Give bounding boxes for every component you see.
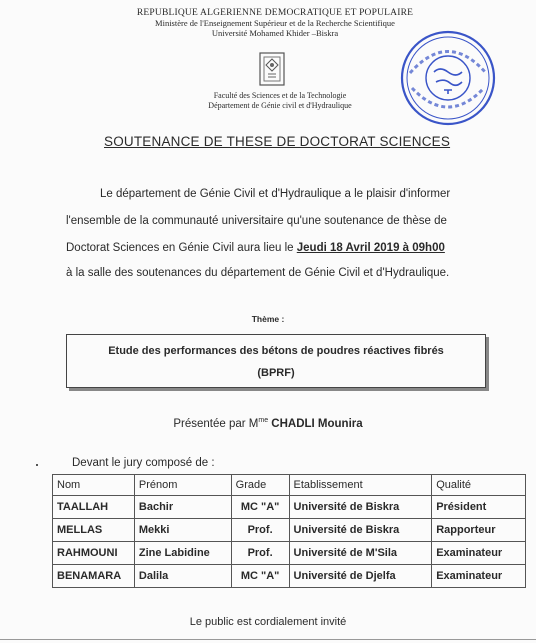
page-title: SOUTENANCE DE THESE DE DOCTORAT SCIENCES bbox=[104, 134, 451, 149]
column-header-name: Nom bbox=[53, 475, 135, 496]
university-logo-icon bbox=[258, 50, 286, 88]
jury-institution: Université de M'Sila bbox=[289, 542, 432, 565]
jury-name: RAHMOUNI bbox=[53, 542, 135, 565]
jury-intro: Devant le jury composé de : bbox=[72, 457, 215, 469]
jury-name: BENAMARA bbox=[53, 565, 135, 588]
presenter-line bbox=[0, 417, 536, 430]
jury-name: MELLAS bbox=[53, 519, 135, 542]
theme-acronym: (BPRF) bbox=[257, 367, 295, 379]
column-header-firstname: Prénom bbox=[134, 475, 231, 496]
announcement-line-4: à la salle des soutenances du département de Génie Civil et d'Hydraulique. bbox=[66, 267, 450, 279]
jury-role: Rapporteur bbox=[432, 519, 526, 542]
jury-grade: Prof. bbox=[231, 519, 289, 542]
theme-box bbox=[66, 334, 486, 388]
theme-label: Thème : bbox=[251, 314, 285, 324]
page-bottom-divider bbox=[0, 639, 536, 640]
jury-grade: MC "A" bbox=[231, 496, 289, 519]
announcement-line-3-text: Doctorat Sciences en Génie Civil aura lieu le bbox=[66, 242, 297, 254]
column-header-role: Qualité bbox=[432, 475, 526, 496]
jury-name: TAALLAH bbox=[53, 496, 135, 519]
defense-date: Jeudi 18 Avril 2019 à 09h00 bbox=[296, 242, 445, 254]
jury-grade: Prof. bbox=[231, 542, 289, 565]
column-header-grade: Grade bbox=[231, 475, 289, 496]
footer-invitation: Le public est cordialement invité bbox=[189, 616, 347, 628]
department-name: Département de Génie civil et d'Hydraulique bbox=[208, 101, 352, 110]
jury-institution: Université de Biskra bbox=[289, 496, 432, 519]
jury-role: Examinateur bbox=[432, 565, 526, 588]
table-row bbox=[53, 565, 526, 588]
ministry-heading: Ministère de l'Enseignement Supérieur et de la Recherche Scientifique bbox=[155, 18, 395, 28]
official-stamp-icon bbox=[398, 28, 498, 128]
announcement-line-1: Le département de Génie Civil et d'Hydraulique a le plaisir d'informer bbox=[100, 188, 451, 200]
jury-role: Président bbox=[432, 496, 526, 519]
table-row bbox=[53, 519, 526, 542]
table-row bbox=[53, 496, 526, 519]
jury-firstname: Dalila bbox=[134, 565, 231, 588]
presenter-prefix: Présentée par M bbox=[173, 417, 259, 430]
republic-heading: REPUBLIQUE ALGERIENNE DEMOCRATIQUE ET POPULAIRE bbox=[136, 8, 414, 18]
jury-role: Examinateur bbox=[432, 542, 526, 565]
faculty-name: Faculté des Sciences et de la Technologie bbox=[213, 91, 347, 100]
presenter-name: CHADLI Mounira bbox=[271, 417, 363, 430]
jury-institution: Université de Djelfa bbox=[289, 565, 432, 588]
announcement-line-2: l'ensemble de la communauté universitaire qu'une soutenance de thèse de bbox=[66, 215, 447, 227]
jury-institution: Université de Biskra bbox=[289, 519, 432, 542]
announcement-line-3 bbox=[66, 242, 445, 254]
jury-firstname: Bachir bbox=[134, 496, 231, 519]
table-row bbox=[53, 542, 526, 565]
jury-firstname: Zine Labidine bbox=[134, 542, 231, 565]
presenter-title-sup: me bbox=[258, 417, 269, 424]
table-header-row bbox=[53, 475, 526, 496]
ink-speck bbox=[36, 464, 38, 466]
column-header-institution: Etablissement bbox=[289, 475, 432, 496]
jury-grade: MC "A" bbox=[231, 565, 289, 588]
jury-table bbox=[52, 474, 526, 588]
university-heading: Université Mohamed Khider –Biskra bbox=[211, 28, 339, 38]
jury-firstname: Mekki bbox=[134, 519, 231, 542]
theme-title: Etude des performances des bétons de poudres réactives fibrés bbox=[108, 345, 444, 357]
